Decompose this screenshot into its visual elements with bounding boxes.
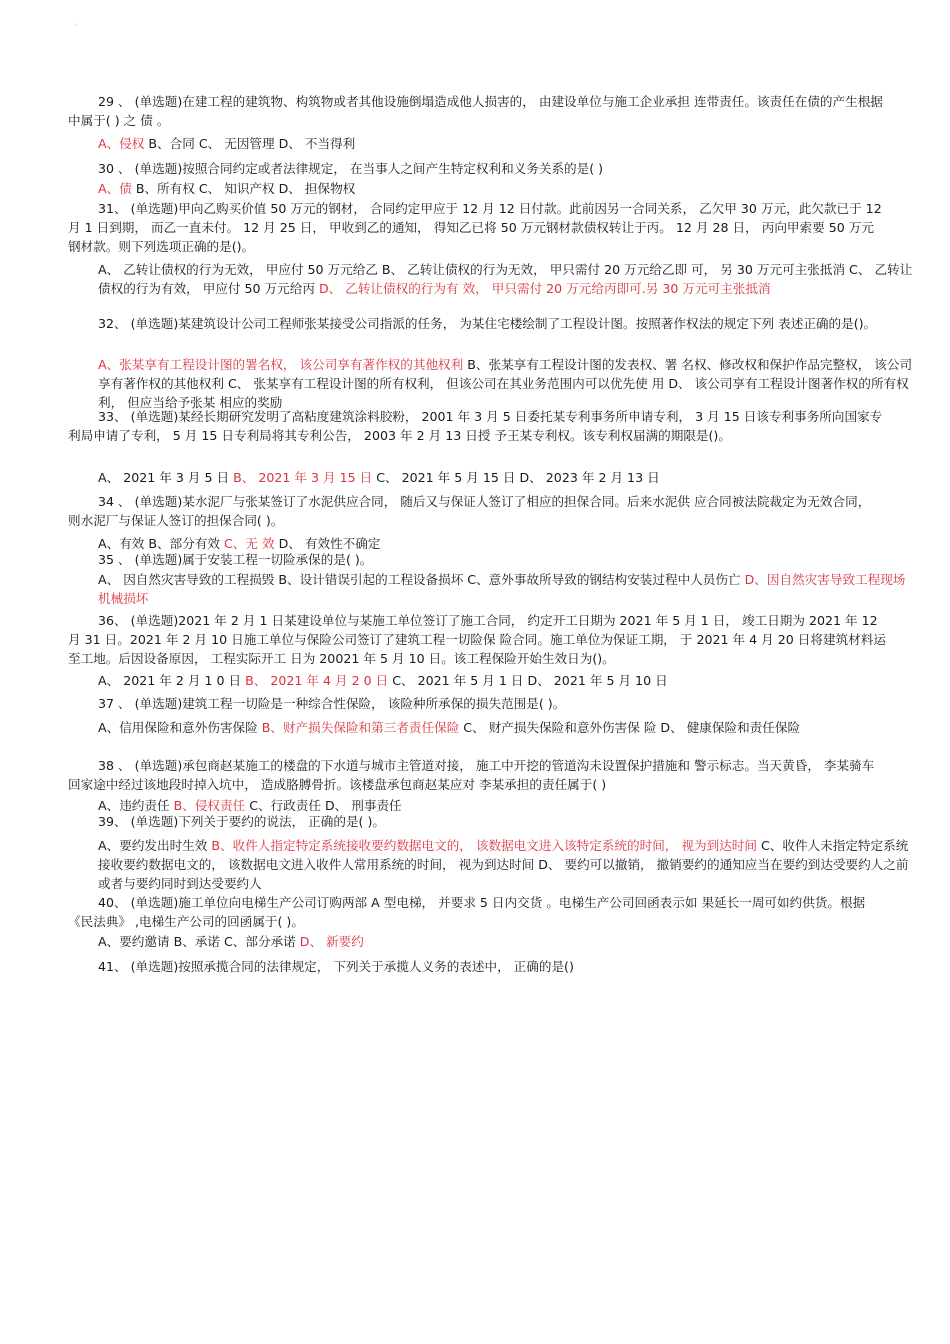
answer-options	[68, 134, 916, 153]
question-stem: 40、 (单选题)施工单位向电梯生产公司订购两部 A 型电梯， 并要求 5 日内交货 。电梯生产公司回函表示如 果延长一周可如约供货。根据《民法典》 ,电梯生产公司的回函属于( )。	[68, 895, 866, 930]
answer-options	[68, 671, 916, 690]
question-stem: 32、 (单选题)某建筑设计公司工程师张某接受公司指派的任务， 为某住宅楼绘制了工程设计图。按照著作权法的规定下列 表述正确的是()。	[98, 316, 877, 331]
option-text: C、行政责任 D、 刑事责任	[245, 798, 402, 813]
marked-answer: A、债	[98, 181, 132, 196]
answer-options	[68, 932, 916, 951]
answer-options	[68, 179, 916, 198]
question-stem: 35 、 (单选题)属于安装工程一切险承保的是( )。	[98, 552, 373, 567]
question-stem: 34 、 (单选题)某水泥厂与张某签订了水泥供应合同， 随后又与保证人签订了相应的担保合同。后来水泥供 应合同被法院裁定为无效合同， 则水泥厂与保证人签订的担保合同( )。	[68, 494, 871, 529]
marked-answer: B、财产损失保险和第三者责任保险	[261, 720, 460, 735]
marked-answer: D、 新要约	[299, 934, 364, 949]
corner-mark: `	[74, 24, 77, 31]
marked-answer: B、 2021 年 4 月 2 0 日	[245, 673, 389, 688]
option-text: C、 财产损失保险和意外伤害保 险 D、 健康保险和责任保险	[459, 720, 801, 735]
option-text: A、 2021 年 3 月 5 日	[98, 470, 234, 485]
answer-options	[68, 260, 916, 298]
marked-answer: A、张某享有工程设计图的署名权， 该公司享有著作权的其他权利	[98, 357, 464, 372]
marked-answer: C、无 效	[224, 536, 275, 551]
answer-options	[68, 718, 916, 737]
marked-answer: D、 乙转让债权的行为有 效， 甲只需付 20 万元给丙即可.另 30 万元可主张抵消	[318, 281, 771, 297]
question-stem: 39、 (单选题)下列关于要约的说法， 正确的是( )。	[98, 814, 385, 829]
option-text: A、违约责任	[98, 798, 174, 813]
option-text: D、 有效性不确定	[274, 536, 381, 551]
option-text: A、要约发出时生效	[98, 838, 212, 853]
question-stem: 41、 (单选题)按照承揽合同的法律规定， 下列关于承揽人义务的表述中， 正确的是()	[98, 959, 574, 974]
question-stem: 31、 (单选题)甲向乙购买价值 50 万元的钢材， 合同约定甲应于 12 月 12 日付款。此前因另一合同关系， 乙欠甲 30 万元，此欠款已于 12 月 1 日到期， 而乙一直未付。 12 月 25 日， 甲收到乙的通知， 得知乙已将 50 万元钢材款债权转让于丙。 12 月 28 日， 丙向甲索要 50 万元钢材款。则下列选项正确的是()。	[68, 201, 882, 255]
question-stem: 30 、 (单选题)按照合同约定或者法律规定， 在当事人之间产生特定权利和义务关系的是( )	[98, 161, 604, 176]
marked-answer: B、侵权责任	[173, 798, 246, 813]
option-text: C、收件人未指定特定系统接收要约数据电文的， 该数据电文进入收件人常用系统的时间， 视为到达时间 D、 要约可以撤销， 撤销要约的通知应当在要约到达受要约人之前或者与要约同时到达受要约人	[98, 838, 909, 892]
question-stem: 29 、 (单选题)在建工程的建筑物、构筑物或者其他设施倒塌造成他人损害的， 由建设单位与施工企业承担 连带责任。该责任在债的产生根据中属于( ) 之 债 。	[68, 94, 883, 129]
answer-options	[68, 355, 916, 413]
question-stem: 38 、 (单选题)承包商赵某施工的楼盘的下水道与城市主管道对接， 施工中开挖的管道沟未设置保护措施和 警示标志。当天黄昏， 李某骑车回家途中经过该地段时掉入坑中， 造成胳膊骨折。该楼盘承包商赵某应对 李某承担的责任属于( )	[68, 758, 875, 793]
option-text: A、信用保险和意外伤害保险	[98, 720, 262, 735]
question-stem: 33、 (单选题)某经长期研究发明了高粘度建筑涂料胶粉， 2001 年 3 月 5 日委托某专利事务所申请专利， 3 月 15 日该专利事务所向国家专利局申请了专利， 5 月 15 日专利局将其专利公告， 2003 年 2 月 13 日授 予王某专利权。该专利权届满的期限是()。	[68, 409, 883, 444]
option-text: A、 乙转让债权的行为无效， 甲应付 50 万元给乙 B、 乙转让债权的行为无效， 甲只需付 20 万元给乙即 可， 另 30 万元可主张抵消 C、 乙转让债权的行为有效， 甲应付 50 万元给丙	[98, 262, 913, 297]
option-text: A、 因自然灾害导致的工程损毁 B、设计错误引起的工程设备损坏 C、意外事故所导致的钢结构安装过程中人员伤亡	[98, 572, 745, 587]
marked-answer: D、因自然灾害导致工程现场机械损坏	[98, 572, 906, 607]
option-text: C、 2021 年 5 月 15 日 D、 2023 年 2 月 13 日	[372, 470, 660, 485]
option-text: B、所有权 C、 知识产权 D、 担保物权	[131, 181, 356, 196]
option-text: A、 2021 年 2 月 1 0 日	[98, 673, 246, 688]
option-text: C、 2021 年 5 月 1 日 D、 2021 年 5 月 10 日	[388, 673, 668, 688]
answer-options	[68, 570, 916, 608]
marked-answer: B、 2021 年 3 月 15 日	[233, 470, 373, 485]
option-text: B、张某享有工程设计图的发表权、署 名权、修改权和保护作品完整权， 该公司享有著作权的其他权利 C、 张某享有工程设计图的所有权利， 但该公司在其业务范围内可以优先使 用 D、 该公司享有工程设计图著作权的所有权利， 但应当给予张某 相应的奖励	[98, 357, 913, 411]
marked-answer: A、侵权	[98, 136, 145, 151]
answer-options	[68, 468, 916, 487]
answer-options	[68, 836, 916, 894]
option-text: A、要约邀请 B、承诺 C、部分承诺	[98, 934, 300, 949]
marked-answer: B、收件人指定特定系统接收要约数据电文的， 该数据电文进入该特定系统的时间， 视为到达时间	[211, 838, 757, 853]
option-text: A、有效 B、部分有效	[98, 536, 225, 551]
question-stem: 36、 (单选题)2021 年 2 月 1 日某建设单位与某施工单位签订了施工合同， 约定开工日期为 2021 年 5 月 1 日， 竣工日期为 2021 年 12 月 31 日。2021 年 2 月 10 日施工单位与保险公司签订了建筑工程一切险保 险合同。施工单位为保证工期， 于 2021 年 4 月 20 日将建筑材料运至工地。后因设备原因， 工程实际开工 日为 20021 年 5 月 10 日。该工程保险开始生效日为()。	[68, 613, 886, 667]
option-text: B、合同 C、 无因管理 D、 不当得利	[144, 136, 356, 151]
question-stem: 37 、 (单选题)建筑工程一切险是一种综合性保险， 该险种所承保的损失范围是( )。	[98, 696, 566, 711]
